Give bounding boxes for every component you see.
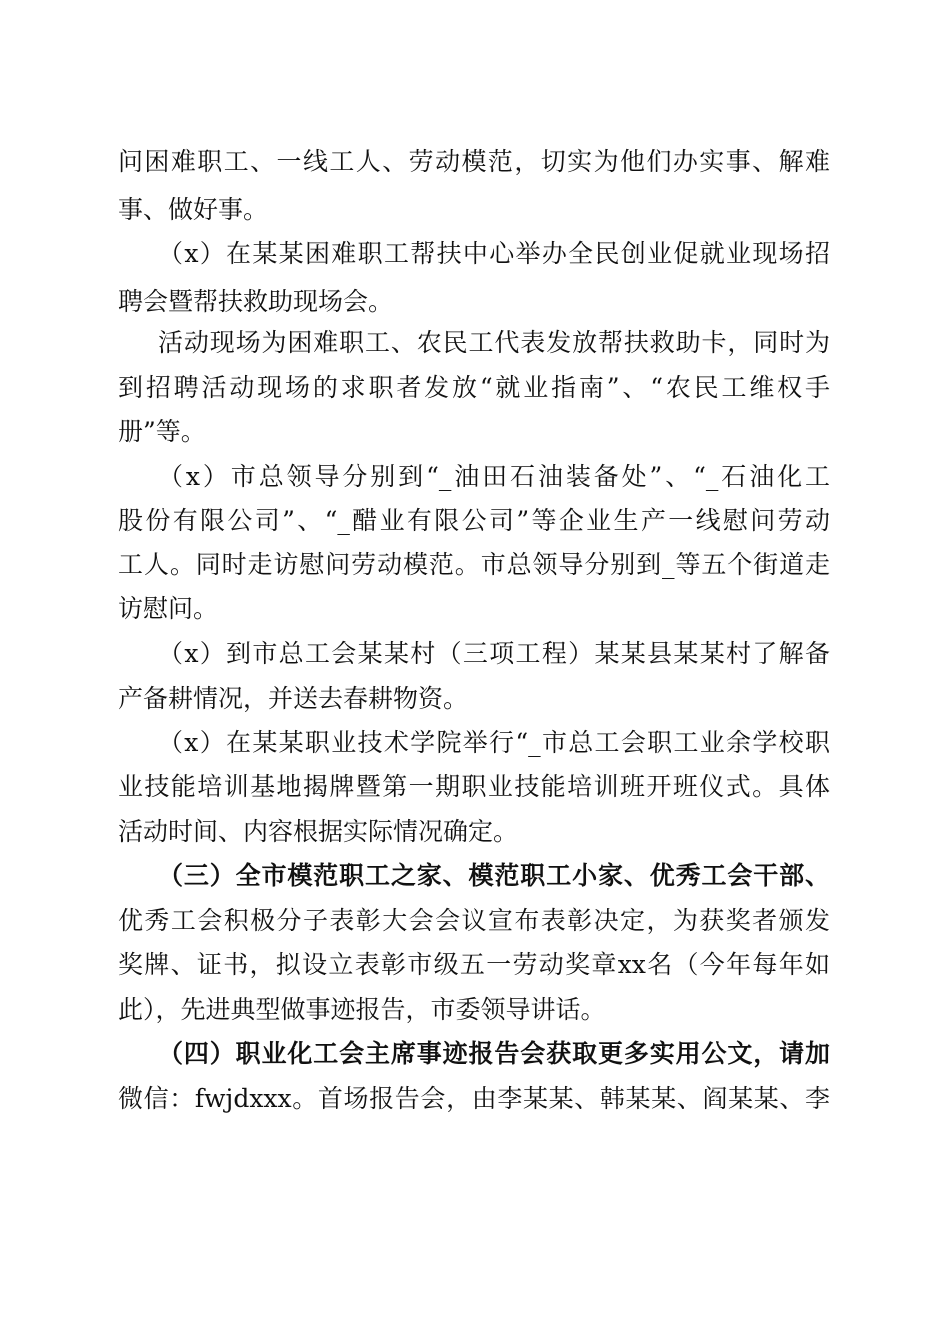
text-line: 活动现场为困难职工、农民工代表发放帮扶救助卡，同时为 [158,328,830,357]
text-line: （x）在某某职业技术学院举行“_市总工会职工业余学校职 [158,728,830,757]
text-line: （x）在某某困难职工帮扶中心举办全民创业促就业现场招 [158,239,830,268]
text-line: 访慰问。 [118,594,219,623]
text-line: 产备耕情况，并送去春耕物资。 [118,684,469,713]
text-line: 问困难职工、一线工人、劳动模范，切实为他们办实事、解难 [118,147,830,176]
text-line: 事、做好事。 [118,195,269,224]
text-line: （x）市总领导分别到“_油田石油装备处”、“_石油化工 [158,462,830,491]
text-line: 册”等。 [118,417,206,446]
text-line: 业技能培训基地揭牌暨第一期职业技能培训班开班仪式。具体 [118,772,830,801]
text-line: 活动时间、内容根据实际情况确定。 [118,817,519,846]
text-line: 优秀工会积极分子表彰大会会议宣布表彰决定，为获奖者颁发 [118,906,830,935]
text-line: 微信：fwjdxxx。首场报告会，由李某某、韩某某、阎某某、李 [118,1084,830,1113]
text-line: 聘会暨帮扶救助现场会。 [118,287,394,316]
text-line: 股份有限公司”、“_醋业有限公司”等企业生产一线慰问劳动 [118,506,830,535]
text-line: 此），先进典型做事迹报告，市委领导讲话。 [118,995,606,1024]
text-line: 到招聘活动现场的求职者发放“就业指南”、“农民工维权手 [118,373,830,402]
text-line: （x）到市总工会某某村（三项工程）某某县某某村了解备 [158,639,830,668]
section-heading-line: （四）职业化工会主席事迹报告会获取更多实用公文，请加 [158,1039,830,1068]
section-heading-line: （三）全市模范职工之家、模范职工小家、优秀工会干部、 [158,861,830,890]
text-line: 工人。同时走访慰问劳动模范。市总领导分别到_等五个街道走 [118,550,830,579]
text-line: 奖牌、证书，拟设立表彰市级五一劳动奖章xx名（今年每年如 [118,950,830,979]
